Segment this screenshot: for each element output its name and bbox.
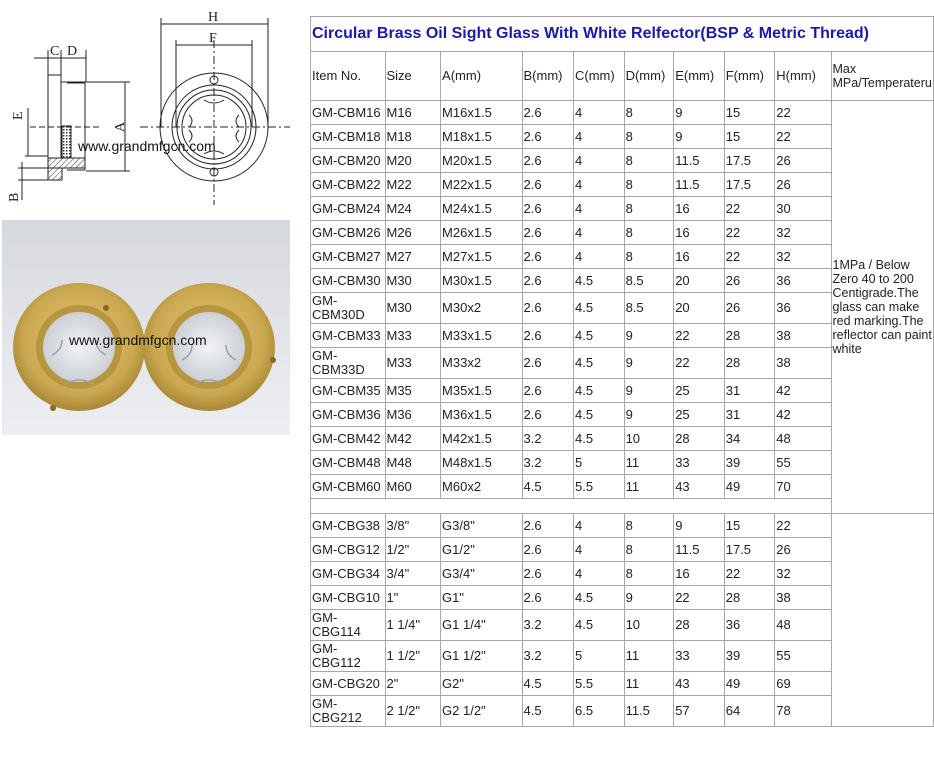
cell-item-no: GM-CBM26 (311, 221, 386, 245)
header-max-mpa-temp: Max MPa/Temperateru (831, 52, 934, 101)
cell-a: G1/2" (441, 538, 522, 562)
cell-h: 30 (775, 197, 831, 221)
cell-c: 4 (574, 245, 625, 269)
cell-item-no: GM- CBG114 (311, 610, 386, 641)
cell-h: 26 (775, 149, 831, 173)
cell-h: 36 (775, 293, 831, 324)
cell-b: 4.5 (522, 672, 573, 696)
cell-size: 1" (385, 586, 441, 610)
cell-a: M26x1.5 (441, 221, 522, 245)
cell-e: 16 (674, 245, 725, 269)
photo-watermark: www.grandmfgcn.com (69, 332, 207, 348)
cell-c: 4.5 (574, 586, 625, 610)
cell-f: 39 (724, 641, 775, 672)
cell-b: 2.6 (522, 221, 573, 245)
cell-a: G1 1/4" (441, 610, 522, 641)
cell-b: 3.2 (522, 427, 573, 451)
cell-a: M33x2 (441, 348, 522, 379)
cell-h: 22 (775, 101, 831, 125)
header-a: A(mm) (441, 52, 522, 101)
cell-d: 8 (624, 101, 674, 125)
cell-a: M18x1.5 (441, 125, 522, 149)
cell-c: 4 (574, 197, 625, 221)
cell-a: M42x1.5 (441, 427, 522, 451)
drawing-watermark: www.grandmfgcn.com (78, 138, 216, 154)
cell-e: 33 (674, 641, 725, 672)
cell-size: M27 (385, 245, 441, 269)
cell-f: 22 (724, 197, 775, 221)
cell-h: 38 (775, 348, 831, 379)
cell-b: 3.2 (522, 641, 573, 672)
cell-f: 17.5 (724, 149, 775, 173)
svg-text:H: H (208, 10, 219, 25)
cell-b: 4.5 (522, 475, 573, 499)
cell-size: M60 (385, 475, 441, 499)
cell-item-no: GM-CBM36 (311, 403, 386, 427)
cell-c: 4 (574, 173, 625, 197)
cell-a: M30x2 (441, 293, 522, 324)
cell-h: 42 (775, 403, 831, 427)
cell-a: M20x1.5 (441, 149, 522, 173)
header-item-no: Item No. (311, 52, 386, 101)
cell-h: 69 (775, 672, 831, 696)
dimension-drawing-icon (0, 0, 300, 212)
cell-e: 25 (674, 403, 725, 427)
cell-h: 22 (775, 514, 831, 538)
svg-text:F: F (209, 31, 217, 46)
cell-c: 4 (574, 562, 625, 586)
cell-h: 42 (775, 379, 831, 403)
cell-size: 1/2" (385, 538, 441, 562)
cell-d: 9 (624, 403, 674, 427)
cell-b: 2.6 (522, 324, 573, 348)
cell-h: 26 (775, 538, 831, 562)
cell-h: 78 (775, 696, 831, 727)
cell-size: M36 (385, 403, 441, 427)
svg-text:B: B (7, 192, 22, 202)
header-size: Size (385, 52, 441, 101)
header-f: F(mm) (724, 52, 775, 101)
cell-b: 2.6 (522, 379, 573, 403)
cell-item-no: GM- CBG112 (311, 641, 386, 672)
cell-item-no: GM-CBM33 (311, 324, 386, 348)
header-h: H(mm) (775, 52, 831, 101)
cell-d: 11.5 (624, 696, 674, 727)
cell-b: 2.6 (522, 149, 573, 173)
cell-d: 11 (624, 475, 674, 499)
product-photo (2, 220, 290, 435)
cell-size: M18 (385, 125, 441, 149)
cell-size: M20 (385, 149, 441, 173)
cell-e: 9 (674, 125, 725, 149)
cell-h: 48 (775, 427, 831, 451)
cell-e: 57 (674, 696, 725, 727)
cell-f: 17.5 (724, 538, 775, 562)
cell-e: 11.5 (674, 149, 725, 173)
cell-size: 1 1/4" (385, 610, 441, 641)
cell-f: 22 (724, 245, 775, 269)
cell-size: M33 (385, 348, 441, 379)
cell-e: 22 (674, 348, 725, 379)
cell-f: 64 (724, 696, 775, 727)
cell-c: 5 (574, 641, 625, 672)
cell-c: 4.5 (574, 427, 625, 451)
cell-size: M42 (385, 427, 441, 451)
cell-item-no: GM-CBM48 (311, 451, 386, 475)
cell-item-no: GM-CBM35 (311, 379, 386, 403)
cell-size: M33 (385, 324, 441, 348)
cell-f: 36 (724, 610, 775, 641)
cell-item-no: GM-CBG10 (311, 586, 386, 610)
cell-size: M48 (385, 451, 441, 475)
spec-table (310, 16, 934, 727)
cell-h: 48 (775, 610, 831, 641)
cell-h: 32 (775, 245, 831, 269)
cell-b: 2.6 (522, 101, 573, 125)
cell-e: 20 (674, 293, 725, 324)
cell-e: 20 (674, 269, 725, 293)
cell-d: 8.5 (624, 269, 674, 293)
cell-d: 10 (624, 610, 674, 641)
separator-cell (311, 499, 832, 514)
cell-d: 9 (624, 324, 674, 348)
cell-c: 4 (574, 149, 625, 173)
header-c: C(mm) (574, 52, 625, 101)
cell-e: 16 (674, 562, 725, 586)
cell-e: 22 (674, 586, 725, 610)
rating-note: 1MPa / Below Zero 40 to 200 Centigrade.The glass can make red marking.The reflector can paint white (831, 101, 934, 514)
cell-f: 39 (724, 451, 775, 475)
cell-a: M30x1.5 (441, 269, 522, 293)
cell-e: 11.5 (674, 173, 725, 197)
empty-cell (831, 514, 934, 727)
cell-c: 4.5 (574, 379, 625, 403)
cell-d: 9 (624, 379, 674, 403)
cell-f: 26 (724, 269, 775, 293)
cell-d: 8 (624, 173, 674, 197)
cell-c: 4 (574, 538, 625, 562)
cell-d: 10 (624, 427, 674, 451)
cell-e: 28 (674, 610, 725, 641)
cell-h: 70 (775, 475, 831, 499)
cell-a: G2 1/2" (441, 696, 522, 727)
cell-item-no: GM-CBM27 (311, 245, 386, 269)
cell-b: 2.6 (522, 269, 573, 293)
cell-b: 2.6 (522, 348, 573, 379)
cell-e: 43 (674, 672, 725, 696)
svg-text:E: E (11, 111, 26, 120)
cell-d: 8 (624, 245, 674, 269)
cell-d: 8 (624, 125, 674, 149)
cell-c: 5 (574, 451, 625, 475)
cell-c: 4 (574, 514, 625, 538)
header-d: D(mm) (624, 52, 674, 101)
cell-size: 2 1/2" (385, 696, 441, 727)
cell-item-no: GM-CBM24 (311, 197, 386, 221)
cell-h: 38 (775, 586, 831, 610)
cell-c: 4.5 (574, 610, 625, 641)
cell-a: M36x1.5 (441, 403, 522, 427)
cell-size: M24 (385, 197, 441, 221)
table-title: Circular Brass Oil Sight Glass With White Relfector(BSP & Metric Thread) (311, 17, 934, 52)
cell-a: M22x1.5 (441, 173, 522, 197)
cell-d: 8.5 (624, 293, 674, 324)
cell-c: 4.5 (574, 403, 625, 427)
cell-c: 4 (574, 101, 625, 125)
cell-item-no: GM- CBM30D (311, 293, 386, 324)
cell-a: G1" (441, 586, 522, 610)
cell-item-no: GM-CBM18 (311, 125, 386, 149)
cell-size: M30 (385, 269, 441, 293)
svg-text:A: A (113, 121, 128, 132)
cell-f: 28 (724, 586, 775, 610)
cell-a: M60x2 (441, 475, 522, 499)
cell-f: 49 (724, 672, 775, 696)
cell-a: M48x1.5 (441, 451, 522, 475)
cell-b: 2.6 (522, 538, 573, 562)
cell-b: 2.6 (522, 245, 573, 269)
cell-f: 28 (724, 324, 775, 348)
cell-c: 4.5 (574, 324, 625, 348)
cell-f: 49 (724, 475, 775, 499)
cell-c: 4 (574, 125, 625, 149)
cell-a: M16x1.5 (441, 101, 522, 125)
brass-sight-glass-icon (2, 220, 290, 435)
cell-d: 8 (624, 197, 674, 221)
cell-a: G3/4" (441, 562, 522, 586)
cell-h: 38 (775, 324, 831, 348)
cell-size: M35 (385, 379, 441, 403)
cell-size: 3/8" (385, 514, 441, 538)
svg-text:C: C (50, 44, 60, 59)
cell-e: 43 (674, 475, 725, 499)
cell-d: 11 (624, 672, 674, 696)
cell-f: 26 (724, 293, 775, 324)
cell-b: 2.6 (522, 173, 573, 197)
cell-c: 4 (574, 221, 625, 245)
cell-h: 22 (775, 125, 831, 149)
table-row (311, 514, 934, 538)
cell-b: 2.6 (522, 197, 573, 221)
cell-item-no: GM-CBG38 (311, 514, 386, 538)
cell-f: 34 (724, 427, 775, 451)
cell-h: 36 (775, 269, 831, 293)
cell-d: 11 (624, 641, 674, 672)
cell-b: 2.6 (522, 403, 573, 427)
cell-e: 28 (674, 427, 725, 451)
cell-d: 8 (624, 221, 674, 245)
cell-d: 11 (624, 451, 674, 475)
cell-e: 9 (674, 101, 725, 125)
cell-item-no: GM-CBM30 (311, 269, 386, 293)
cell-item-no: GM-CBG20 (311, 672, 386, 696)
cell-f: 28 (724, 348, 775, 379)
cell-b: 2.6 (522, 586, 573, 610)
cell-b: 2.6 (522, 562, 573, 586)
cell-item-no: GM- CBG212 (311, 696, 386, 727)
header-e: E(mm) (674, 52, 725, 101)
cell-a: M33x1.5 (441, 324, 522, 348)
cell-b: 2.6 (522, 125, 573, 149)
header-row (311, 52, 934, 101)
cell-d: 8 (624, 562, 674, 586)
cell-item-no: GM-CBM22 (311, 173, 386, 197)
cell-size: M22 (385, 173, 441, 197)
cell-f: 22 (724, 221, 775, 245)
cell-size: 2" (385, 672, 441, 696)
cell-size: M16 (385, 101, 441, 125)
cell-h: 26 (775, 173, 831, 197)
svg-text:D: D (67, 44, 78, 59)
cell-c: 4.5 (574, 293, 625, 324)
cell-item-no: GM-CBG34 (311, 562, 386, 586)
cell-f: 15 (724, 101, 775, 125)
cell-e: 9 (674, 514, 725, 538)
cell-a: G3/8" (441, 514, 522, 538)
cell-size: M30 (385, 293, 441, 324)
cell-f: 15 (724, 514, 775, 538)
cell-e: 16 (674, 221, 725, 245)
cell-f: 17.5 (724, 173, 775, 197)
cell-size: 3/4" (385, 562, 441, 586)
cell-b: 2.6 (522, 514, 573, 538)
cell-f: 15 (724, 125, 775, 149)
cell-a: M27x1.5 (441, 245, 522, 269)
cell-b: 2.6 (522, 293, 573, 324)
cell-item-no: GM-CBM16 (311, 101, 386, 125)
cell-item-no: GM-CBG12 (311, 538, 386, 562)
cell-d: 9 (624, 348, 674, 379)
cell-h: 32 (775, 562, 831, 586)
cell-a: M24x1.5 (441, 197, 522, 221)
technical-drawing (0, 0, 300, 212)
cell-item-no: GM- CBM33D (311, 348, 386, 379)
cell-size: M26 (385, 221, 441, 245)
cell-f: 31 (724, 403, 775, 427)
table-row (311, 101, 934, 125)
cell-f: 22 (724, 562, 775, 586)
cell-a: G2" (441, 672, 522, 696)
cell-e: 11.5 (674, 538, 725, 562)
cell-a: M35x1.5 (441, 379, 522, 403)
cell-e: 16 (674, 197, 725, 221)
cell-c: 5.5 (574, 475, 625, 499)
header-b: B(mm) (522, 52, 573, 101)
cell-d: 8 (624, 514, 674, 538)
cell-c: 4.5 (574, 269, 625, 293)
cell-item-no: GM-CBM20 (311, 149, 386, 173)
cell-e: 33 (674, 451, 725, 475)
cell-e: 22 (674, 324, 725, 348)
cell-c: 6.5 (574, 696, 625, 727)
cell-h: 55 (775, 641, 831, 672)
cell-e: 25 (674, 379, 725, 403)
cell-f: 31 (724, 379, 775, 403)
cell-a: G1 1/2" (441, 641, 522, 672)
cell-d: 8 (624, 538, 674, 562)
cell-d: 8 (624, 149, 674, 173)
cell-d: 9 (624, 586, 674, 610)
cell-size: 1 1/2" (385, 641, 441, 672)
cell-b: 3.2 (522, 451, 573, 475)
cell-b: 3.2 (522, 610, 573, 641)
cell-c: 4.5 (574, 348, 625, 379)
cell-item-no: GM-CBM60 (311, 475, 386, 499)
cell-item-no: GM-CBM42 (311, 427, 386, 451)
cell-b: 4.5 (522, 696, 573, 727)
cell-c: 5.5 (574, 672, 625, 696)
cell-h: 32 (775, 221, 831, 245)
cell-h: 55 (775, 451, 831, 475)
